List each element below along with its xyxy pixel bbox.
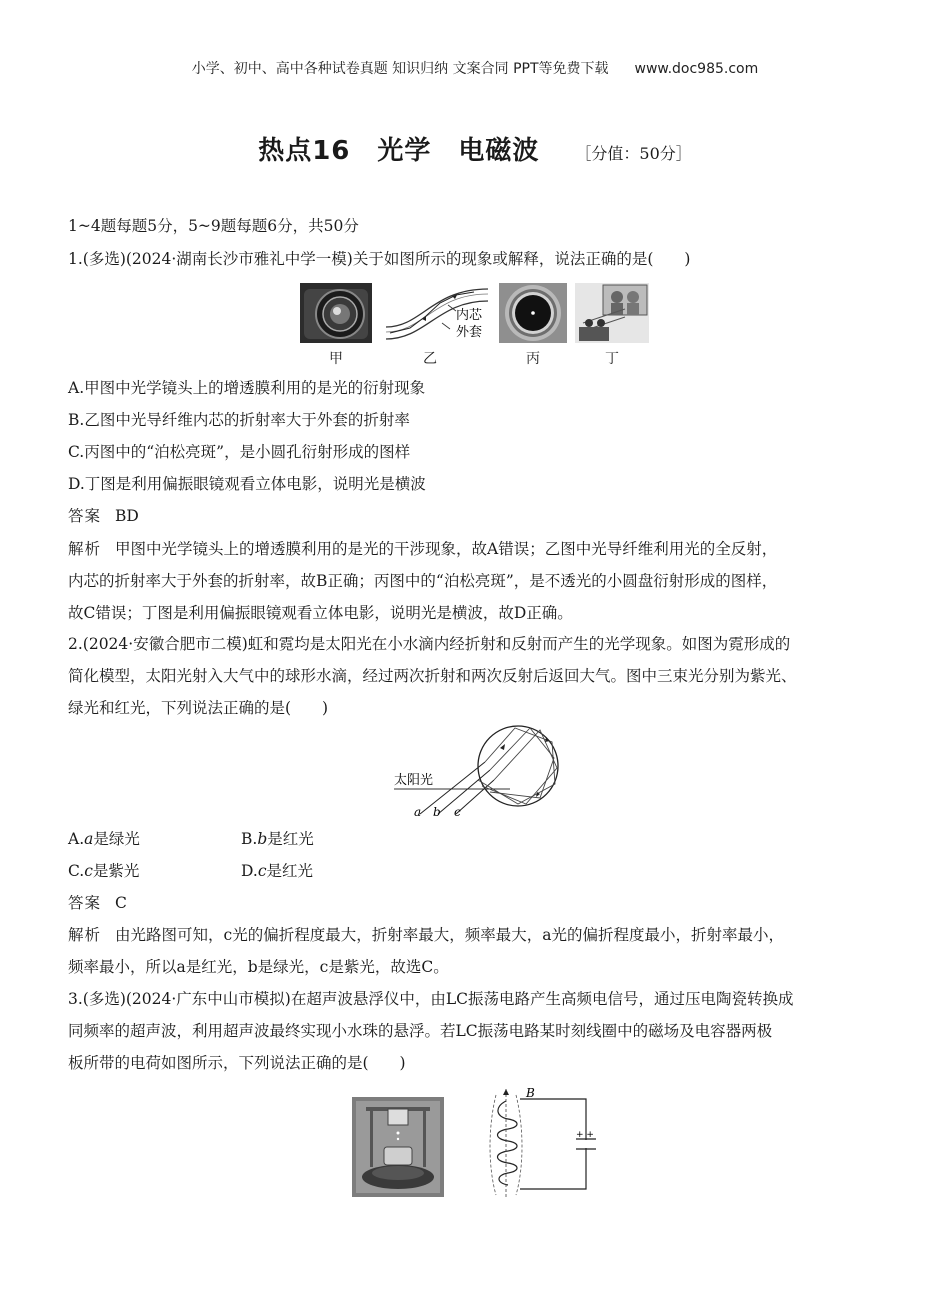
q1-stem: 1.(多选)(2024·湖南长沙市雅礼中学一模)关于如图所示的现象或解释，说法正确的是( ) [68, 250, 691, 268]
q2-option-d-text: 是红光 [266, 862, 314, 880]
q1-figure-poisson [499, 283, 567, 343]
fiber-label-cladding: 外套 [456, 325, 483, 340]
q2-option-d-letter: D. [241, 862, 258, 880]
q2-option-a-letter: A. [68, 830, 85, 848]
q1-answer [68, 500, 882, 532]
fig-label-yi: 乙 [423, 351, 437, 367]
q2-option-b-letter: B. [241, 830, 258, 848]
q3-stem-3: 板所带的电荷如图所示，下列说法正确的是( ) [68, 1054, 406, 1072]
q2-analysis-2: 频率最小，所以a是红光，b是绿光，c是紫光，故选C。 [68, 958, 449, 976]
q2-option-b [241, 823, 882, 855]
q1-analysis-label: 解析 [68, 540, 102, 558]
q2-option-a-text: 是绿光 [93, 830, 140, 848]
fig-label-ding: 丁 [605, 351, 619, 367]
ray-label-b: b [433, 805, 441, 819]
q2-option-b-text: 是红光 [267, 830, 314, 848]
q1-analysis-text: 甲图中光学镜头上的增透膜利用的是光的干涉现象，故A错误；乙图中光导纤维利用光的全反射， [115, 540, 778, 558]
sunlight-label: 太阳光 [394, 773, 434, 788]
q2-analysis-1 [68, 919, 882, 951]
q1-analysis-1 [68, 533, 882, 565]
magnetic-field-label: B [526, 1087, 535, 1100]
q1-option-a: A.甲图中光学镜头上的增透膜利用的是光的衍射现象 [68, 379, 426, 397]
page-header [0, 58, 950, 78]
q2-option-c-text: 是紫光 [92, 862, 140, 880]
ray-label-a: a [414, 805, 422, 819]
q1-figure-lens [300, 283, 372, 343]
title-score: ［分值：50分］ [575, 144, 692, 163]
svg-text:+ +: + + [576, 1130, 594, 1140]
q2-option-d [241, 855, 882, 887]
q2-option-d-var: c [257, 862, 267, 880]
q2-stem-2: 简化模型，太阳光射入大气中的球形水滴，经过两次折射和两次反射后返回大气。图中三束光分别为紫光、 [68, 667, 797, 685]
q2-analysis-text: 由光路图可知，c光的偏折程度最大，折射率最大，频率最大，a光的偏折程度最小，折射率最小， [115, 926, 784, 944]
q2-answer [68, 887, 882, 919]
score-intro: 1~4题每题5分，5~9题每题6分，共50分 [68, 217, 359, 235]
q1-option-c: C.丙图中的“泊松亮斑”，是小圆孔衍射形成的图样 [68, 443, 411, 461]
q1-answer-value: BD [115, 507, 139, 525]
fig-label-bing: 丙 [526, 351, 540, 367]
q1-option-b: B.乙图中光导纤维内芯的折射率大于外套的折射率 [68, 411, 410, 429]
q2-stem-1: 2.(2024·安徽合肥市二模)虹和霓均是太阳光在小水滴内经折射和反射而产生的光学现象。如图为霓形成的 [68, 635, 791, 653]
q2-option-b-var: b [257, 830, 268, 848]
q3-figure-levitator-photo [352, 1097, 444, 1197]
q3-figure-lc-circuit [486, 1087, 596, 1199]
q2-option-c-letter: C. [68, 862, 85, 880]
q1-figure-fiber [382, 283, 492, 345]
q1-option-d: D.丁图是利用偏振眼镜观看立体电影，说明光是横波 [68, 475, 426, 493]
q1-answer-label: 答案 [68, 507, 102, 525]
header-site-link[interactable]: www.doc985.com [634, 61, 759, 77]
q2-answer-label: 答案 [68, 894, 102, 912]
q2-option-c-var: c [84, 862, 93, 880]
fiber-label-core: 内芯 [456, 308, 483, 323]
q1-analysis-3: 故C错误；丁图是利用偏振眼镜观看立体电影，说明光是横波，故D正确。 [68, 604, 573, 622]
ray-label-c: c [454, 805, 461, 819]
page-title [0, 130, 950, 167]
title-main: 热点16 光学 电磁波 [258, 136, 540, 166]
q3-stem-1: 3.(多选)(2024·广东中山市模拟)在超声波悬浮仪中，由LC振荡电路产生高频电信号，通过压电陶瓷转换成 [68, 990, 794, 1008]
q2-figure-raindrop [390, 722, 570, 822]
q3-stem-2: 同频率的超声波，利用超声波最终实现小水珠的悬浮。若LC振荡电路某时刻线圈中的磁场及电容器两极 [68, 1022, 773, 1040]
q2-stem-3: 绿光和红光，下列说法正确的是( ) [68, 699, 329, 717]
q2-analysis-label: 解析 [68, 926, 102, 944]
q1-figure-3d-movie [575, 283, 649, 343]
q2-option-a-var: a [84, 830, 94, 848]
header-text: 小学、初中、高中各种试卷真题 知识归纳 文案合同 PPT等免费下载 [191, 61, 609, 77]
q1-analysis-2: 内芯的折射率大于外套的折射率，故B正确；丙图中的“泊松亮斑”，是不透光的小圆盘衍射形成的图样， [68, 572, 778, 590]
fig-label-jia: 甲 [329, 351, 343, 367]
q2-answer-value: C [115, 894, 127, 912]
